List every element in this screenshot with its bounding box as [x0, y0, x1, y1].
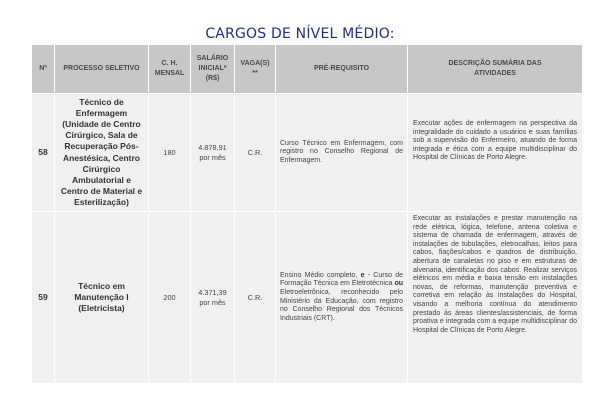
header-ch-line1: C. H.	[161, 60, 178, 67]
row-num: 59	[32, 212, 55, 384]
prereq-ou: ou	[394, 280, 403, 288]
header-vagas	[235, 45, 276, 94]
header-processo: PROCESSO SELETIVO	[55, 45, 149, 94]
row-salario-valor: 4.878,91	[198, 143, 227, 152]
header-ch	[149, 45, 191, 94]
row-ch: 200	[149, 212, 191, 384]
cargos-table	[31, 44, 583, 384]
header-salario-line2: INICIAL*	[198, 65, 227, 72]
row-prereq: Curso Técnico em Enfermagem, com registro no Conselho Regional de Enfermagem.	[276, 94, 408, 212]
row-ch: 180	[149, 94, 191, 212]
header-prereq: PRÉ-REQUISITO	[276, 45, 408, 94]
header-salario	[191, 45, 235, 94]
row-vagas: C.R.	[235, 212, 276, 384]
row-salario-unidade: por mês	[199, 152, 226, 162]
row-processo: Técnico de Enfermagem (Unidade de Centro Cirúrgico, Sala de Recuperação Pós-Anestésica, Centro Cirúrgico Ambulatorial e Centro de Material e Esterilização)	[55, 94, 149, 212]
row-vagas: C.R.	[235, 94, 276, 212]
prereq-registro: Eletroeletrônica, reconhecido pelo Ministério da Educação, com registro no Conselho Regional dos Técnicos Industriais (CRT).	[280, 288, 403, 322]
table-row	[32, 212, 583, 384]
row-num: 58	[32, 94, 55, 212]
header-salario-line3: (R$)	[205, 75, 220, 82]
header-ch-line2: MENSAL	[154, 70, 185, 77]
prereq-ensino: Ensino Médio completo,	[280, 271, 358, 279]
row-prereq	[276, 212, 408, 384]
header-vagas-line2: **	[252, 70, 258, 77]
row-salario	[191, 94, 235, 212]
page-title: CARGOS DE NÍVEL MÉDIO:	[205, 26, 395, 42]
prereq-e: e	[360, 271, 365, 279]
table-row	[32, 94, 583, 212]
row-descricao: Executar as instalações e prestar manutenção na rede elétrica, lógica, telefone, antena coletiva e sistema de chamada de enfermagem, através de instalações de tubulações, eletrocalhas, leitos para cabos, fiações/cabos e quadros de distribuição, abertura de canaletas no piso e em estruturas de alvenaria, identificação dos cabos. Realizar serviços elétricos em média e baixa tensão em instalações novas, de reformas, manutenção preventiva e corretiva em relação às instalações do Hospital, visando a melhoria contínua do atendimento prestado às áreas clientes/assistenciais, de forma proativa e integrada com a equipe multidisciplinar do Hospital de Clínicas de Porto Alegre.	[408, 212, 583, 384]
prereq-curso: - Curso de Formação Técnica em Eletrotécnica	[280, 271, 403, 288]
header-descricao	[408, 45, 583, 94]
header-vagas-line1: VAGA(S)	[240, 60, 270, 67]
row-salario	[191, 212, 235, 384]
row-salario-valor: 4.371,39	[198, 288, 227, 297]
header-descricao-line2: ATIVIDADES	[474, 70, 516, 77]
header-descricao-line1: DESCRIÇÃO SUMÁRIA DAS	[448, 60, 542, 67]
row-descricao: Executar ações de enfermagem na perspectiva da integralidade do cuidado a usuários e suas famílias sob a supervisão do Enfermeiro, atuando de forma integrada e ética com a equipe multidisciplinar do Hospital de Clínicas de Porto Alegre.	[408, 94, 583, 212]
header-salario-line1: SALÁRIO	[196, 55, 229, 62]
row-salario-unidade: por mês	[199, 297, 226, 307]
header-row	[32, 45, 583, 94]
header-num: Nº	[32, 45, 55, 94]
row-processo: Técnico em Manutenção I (Eletricista)	[55, 212, 149, 384]
